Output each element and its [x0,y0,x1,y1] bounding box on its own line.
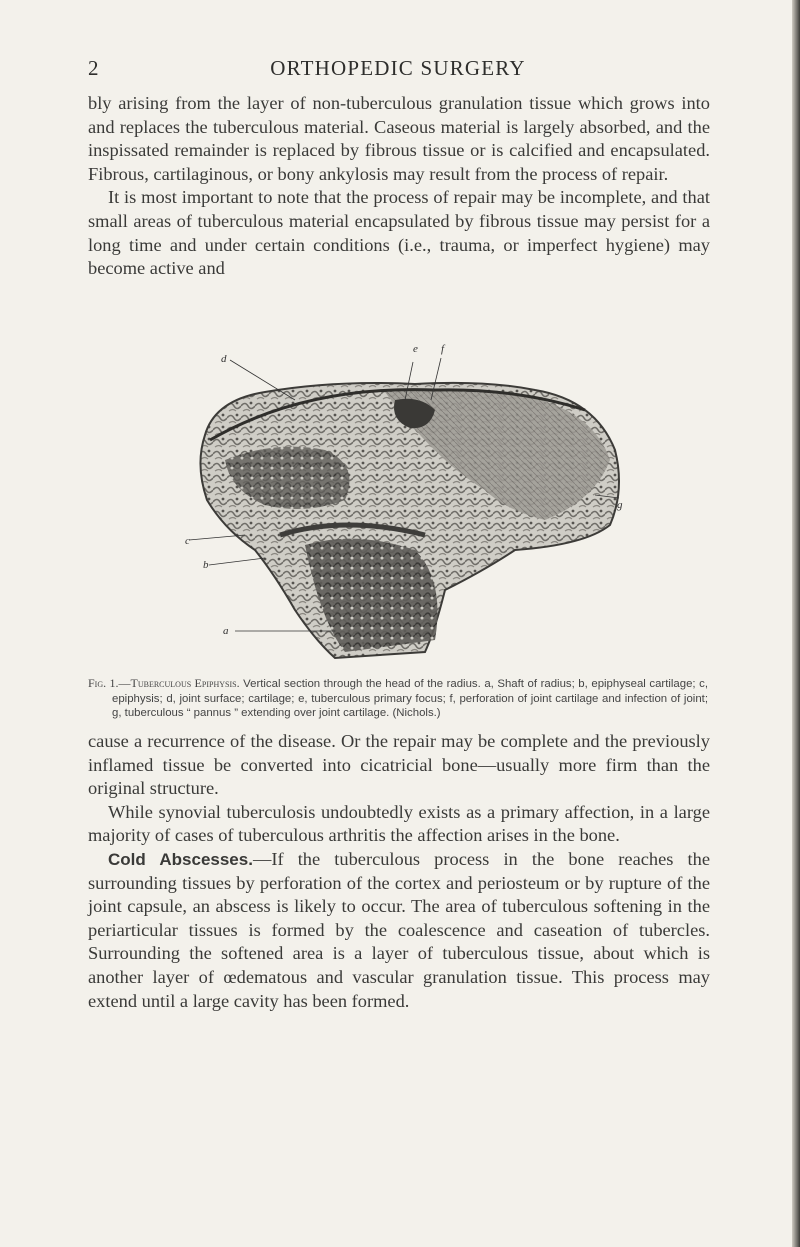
caption-lead: Fig. 1.—Tuberculous Epiphysis. [88,676,240,690]
label-g: g [617,499,623,511]
label-c: c [185,535,190,547]
paragraph: It is most important to note that the process of repair may be incomplete, and that small areas of tuberculous material encapsulated by fibrous tissue may persist for a long time and under certain conditions (i.e., trauma, or imperfect hygiene) may become active and [88,187,710,279]
caption-text: Vertical section through the head of the radius. a, Shaft of radius; b, epiphyseal cartilage; c, epiphysis; d, joint surface; cartilage; e, tuberculous primary focus; f, perforation of joint cartilage and infection of joint; g, tuberculous “ pannus ” extending over joint cartilage. (Nichols.) [112,678,709,720]
label-f: f [441,343,445,355]
paragraph: cause a recurrence of the disease. Or the repair may be complete and the previously inflamed tissue be converted into cicatricial bone—usually more firm than the original structure. [88,731,710,799]
section-heading: Cold Abscesses. [108,849,253,869]
paragraph-cold-abscesses [88,848,710,1013]
specimen-illustration [185,340,625,670]
text-block-bottom [88,730,710,1013]
page-number: 2 [88,56,99,80]
figure-tuberculous-epiphysis [185,340,625,670]
label-b: b [203,559,209,571]
figure-caption [88,676,709,721]
label-d: d [221,353,227,365]
paragraph-text: —If the tuberculous process in the bone reaches the surrounding tissues by perforation of the cortex and periosteum or by rupture of the joint capsule, an abscess is likely to occur. The area of tuberculous softening in the periarticular tissues is formed by the coalescence and caseation of tubercles. Surrounding the softened area is a layer of tuberculous tissue, about which is another layer of œdematous and vascular granulation tissue. This process may extend until a large cavity has been formed. [88,848,710,1011]
paragraph: bly arising from the layer of non-tuberculous granulation tissue which grows into and replaces the tuberculous material. Caseous material is largely absorbed, and the inspissated remainder is replaced by fibrous tissue or is calcified and encapsulated. Fibrous, cartilaginous, or bony ankylosis may result from the process of repair. [88,93,710,184]
label-e: e [413,343,418,355]
running-title: ORTHOPEDIC SURGERY [270,56,526,80]
label-a: a [223,625,229,637]
page-edge-shadow [792,0,800,1247]
page-header [88,56,708,86]
text-block-top [88,92,710,281]
paragraph: While synovial tuberculosis undoubtedly exists as a primary affection, in a large majority of cases of tuberculous arthritis the affection arises in the bone. [88,801,710,846]
